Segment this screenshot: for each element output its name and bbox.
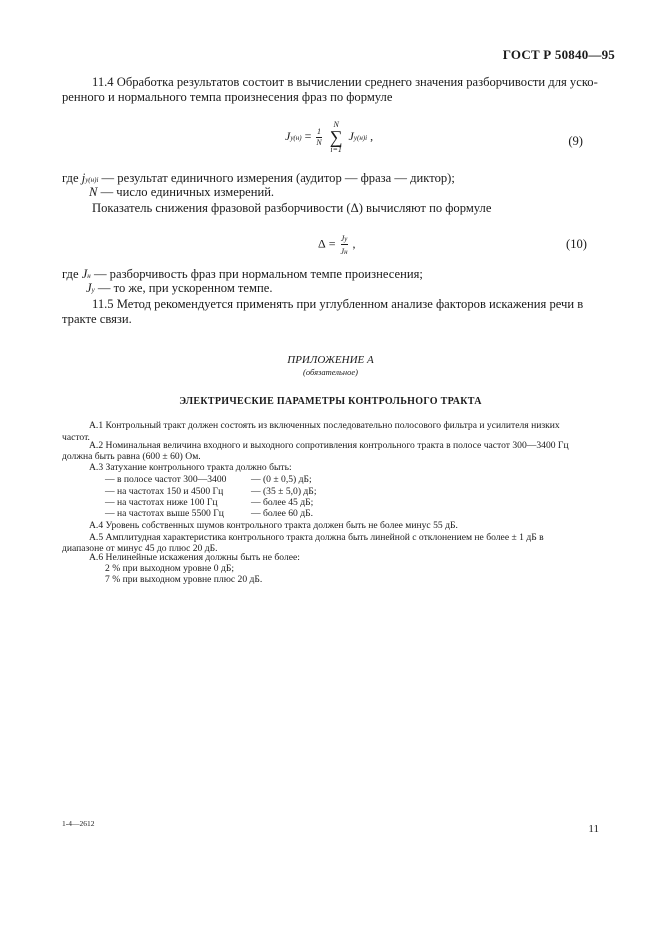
formula-9-lhs-sub: у(н)	[290, 133, 302, 142]
where-10-prefix: где	[62, 267, 79, 281]
a3-row-label: — на частотах 150 и 4500 Гц	[105, 486, 224, 497]
formula-9-sum	[330, 120, 343, 154]
formula-10-fraction	[341, 232, 348, 257]
where-10-sym2: J	[86, 281, 92, 295]
a3-row-value: — более 60 дБ.	[251, 508, 314, 519]
a6-row: 2 % при выходном уровне 0 дБ;	[105, 563, 235, 574]
formula-10	[318, 232, 356, 257]
a3-row-label: — в полосе частот 300—3400	[105, 474, 227, 485]
formula-9-lhs: J	[285, 128, 291, 143]
a3-intro: А.3 Затухание контрольного тракта должно быть:	[89, 462, 292, 473]
formula-9-eq: =	[304, 128, 312, 143]
formula-9-number: (9)	[568, 134, 583, 148]
appendix-status: (обязательное)	[303, 367, 358, 377]
formula-10-eq: =	[328, 236, 336, 251]
formula-9-term: J	[348, 128, 354, 143]
section-11-5-line2: тракте связи.	[62, 312, 132, 326]
formula-10-tail: ,	[352, 236, 356, 251]
section-11-4-line2: ренного и нормального темпа произнесения фраз по формуле	[62, 90, 393, 104]
where-10-sym1-sub: н	[87, 272, 91, 280]
a1-line1: А.1 Контрольный тракт должен состоять из включенных последовательно полосового фильтра и усилителя низких	[89, 420, 560, 431]
a3-row-label: — на частотах ниже 100 Гц	[105, 497, 218, 508]
formula-10-den-wrap	[341, 245, 348, 257]
formula-10-den-sub: н	[344, 248, 348, 256]
where-9-prefix: где	[62, 171, 79, 185]
section-11-5-line1: 11.5 Метод рекомендуется применять при углубленном анализе факторов искажения речи в	[92, 297, 584, 311]
where-9-line2	[89, 184, 274, 200]
a5-line2: диапазоне от минус 45 до плюс 20 дБ.	[62, 543, 218, 554]
formula-10-lhs: Δ	[318, 236, 326, 251]
document-code: ГОСТ Р 50840—95	[502, 47, 615, 62]
where-10-sym2-sub: у	[91, 286, 95, 294]
page-number: 11	[588, 823, 599, 835]
formula-10-number: (10)	[566, 237, 587, 251]
where-10-text1: — разборчивость фраз при нормальном темпе произнесения;	[93, 267, 423, 281]
formula-10-num: J	[340, 234, 345, 243]
a6-row: 7 % при выходном уровне плюс 20 дБ.	[105, 574, 263, 585]
formula-9-fraction	[316, 127, 321, 148]
where-9-text1: — результат единичного измерения (аудитор — фраза — диктор);	[101, 171, 455, 185]
a3-row-value: — (35 ± 5,0) дБ;	[251, 486, 317, 497]
formula-9-frac-den: N	[316, 137, 322, 147]
formula-9-term-sub: у(н)i	[353, 133, 368, 142]
formula-9-tail: ,	[370, 128, 374, 143]
where-9-sym1-sub: у(н)i	[85, 176, 99, 184]
where-10-text2: — то же, при ускоренном темпе.	[97, 281, 273, 295]
a2-line2: должна быть равна (600 ± 60) Ом.	[62, 451, 201, 462]
where-9-text2: — число единичных измерений.	[100, 185, 275, 199]
formula-9-sum-bottom: i=1	[330, 145, 342, 154]
where-9-sym2: N	[89, 185, 98, 199]
where-9-sym1: j	[81, 171, 86, 185]
formula-9-frac-num: 1	[317, 126, 322, 136]
formula-10-den: J	[340, 247, 345, 256]
print-code: 1-4—2612	[62, 819, 95, 828]
a6-intro: А.6 Нелинейные искажения должны быть не более:	[89, 552, 300, 563]
a2-line1: А.2 Номинальная величина входного и выходного сопротивления контрольного тракта в полосе частот 300—3400 Гц	[89, 440, 569, 451]
sum-symbol: ∑	[329, 127, 343, 147]
appendix-heading: ЭЛЕКТРИЧЕСКИЕ ПАРАМЕТРЫ КОНТРОЛЬНОГО ТРАКТА	[179, 396, 482, 407]
formula-10-num-sub: у	[344, 235, 348, 243]
section-11-4-line1: 11.4 Обработка результатов состоит в вычислении среднего значения разборчивости для уско-	[92, 75, 598, 89]
index-paragraph: Показатель снижения фразовой разборчивости (Δ) вычисляют по формуле	[92, 201, 492, 215]
formula-9-sum-top: N	[333, 120, 339, 129]
appendix-title: ПРИЛОЖЕНИЕ А	[287, 354, 374, 366]
where-10-sym1: J	[81, 267, 88, 281]
a5-line1: А.5 Амплитудная характеристика контрольного тракта должна быть линейной с отклонением не более ± 1 дБ в	[89, 532, 544, 543]
a3-row-label: — на частотах выше 5500 Гц	[105, 508, 224, 519]
formula-9	[285, 120, 373, 154]
a3-row-value: — более 45 дБ;	[251, 497, 314, 508]
a3-row-value: — (0 ± 0,5) дБ;	[251, 474, 312, 485]
a1-line2: частот.	[62, 432, 90, 443]
formula-10-num-wrap	[341, 232, 348, 244]
a4: А.4 Уровень собственных шумов контрольного тракта должен быть не более минус 55 дБ.	[89, 520, 458, 531]
